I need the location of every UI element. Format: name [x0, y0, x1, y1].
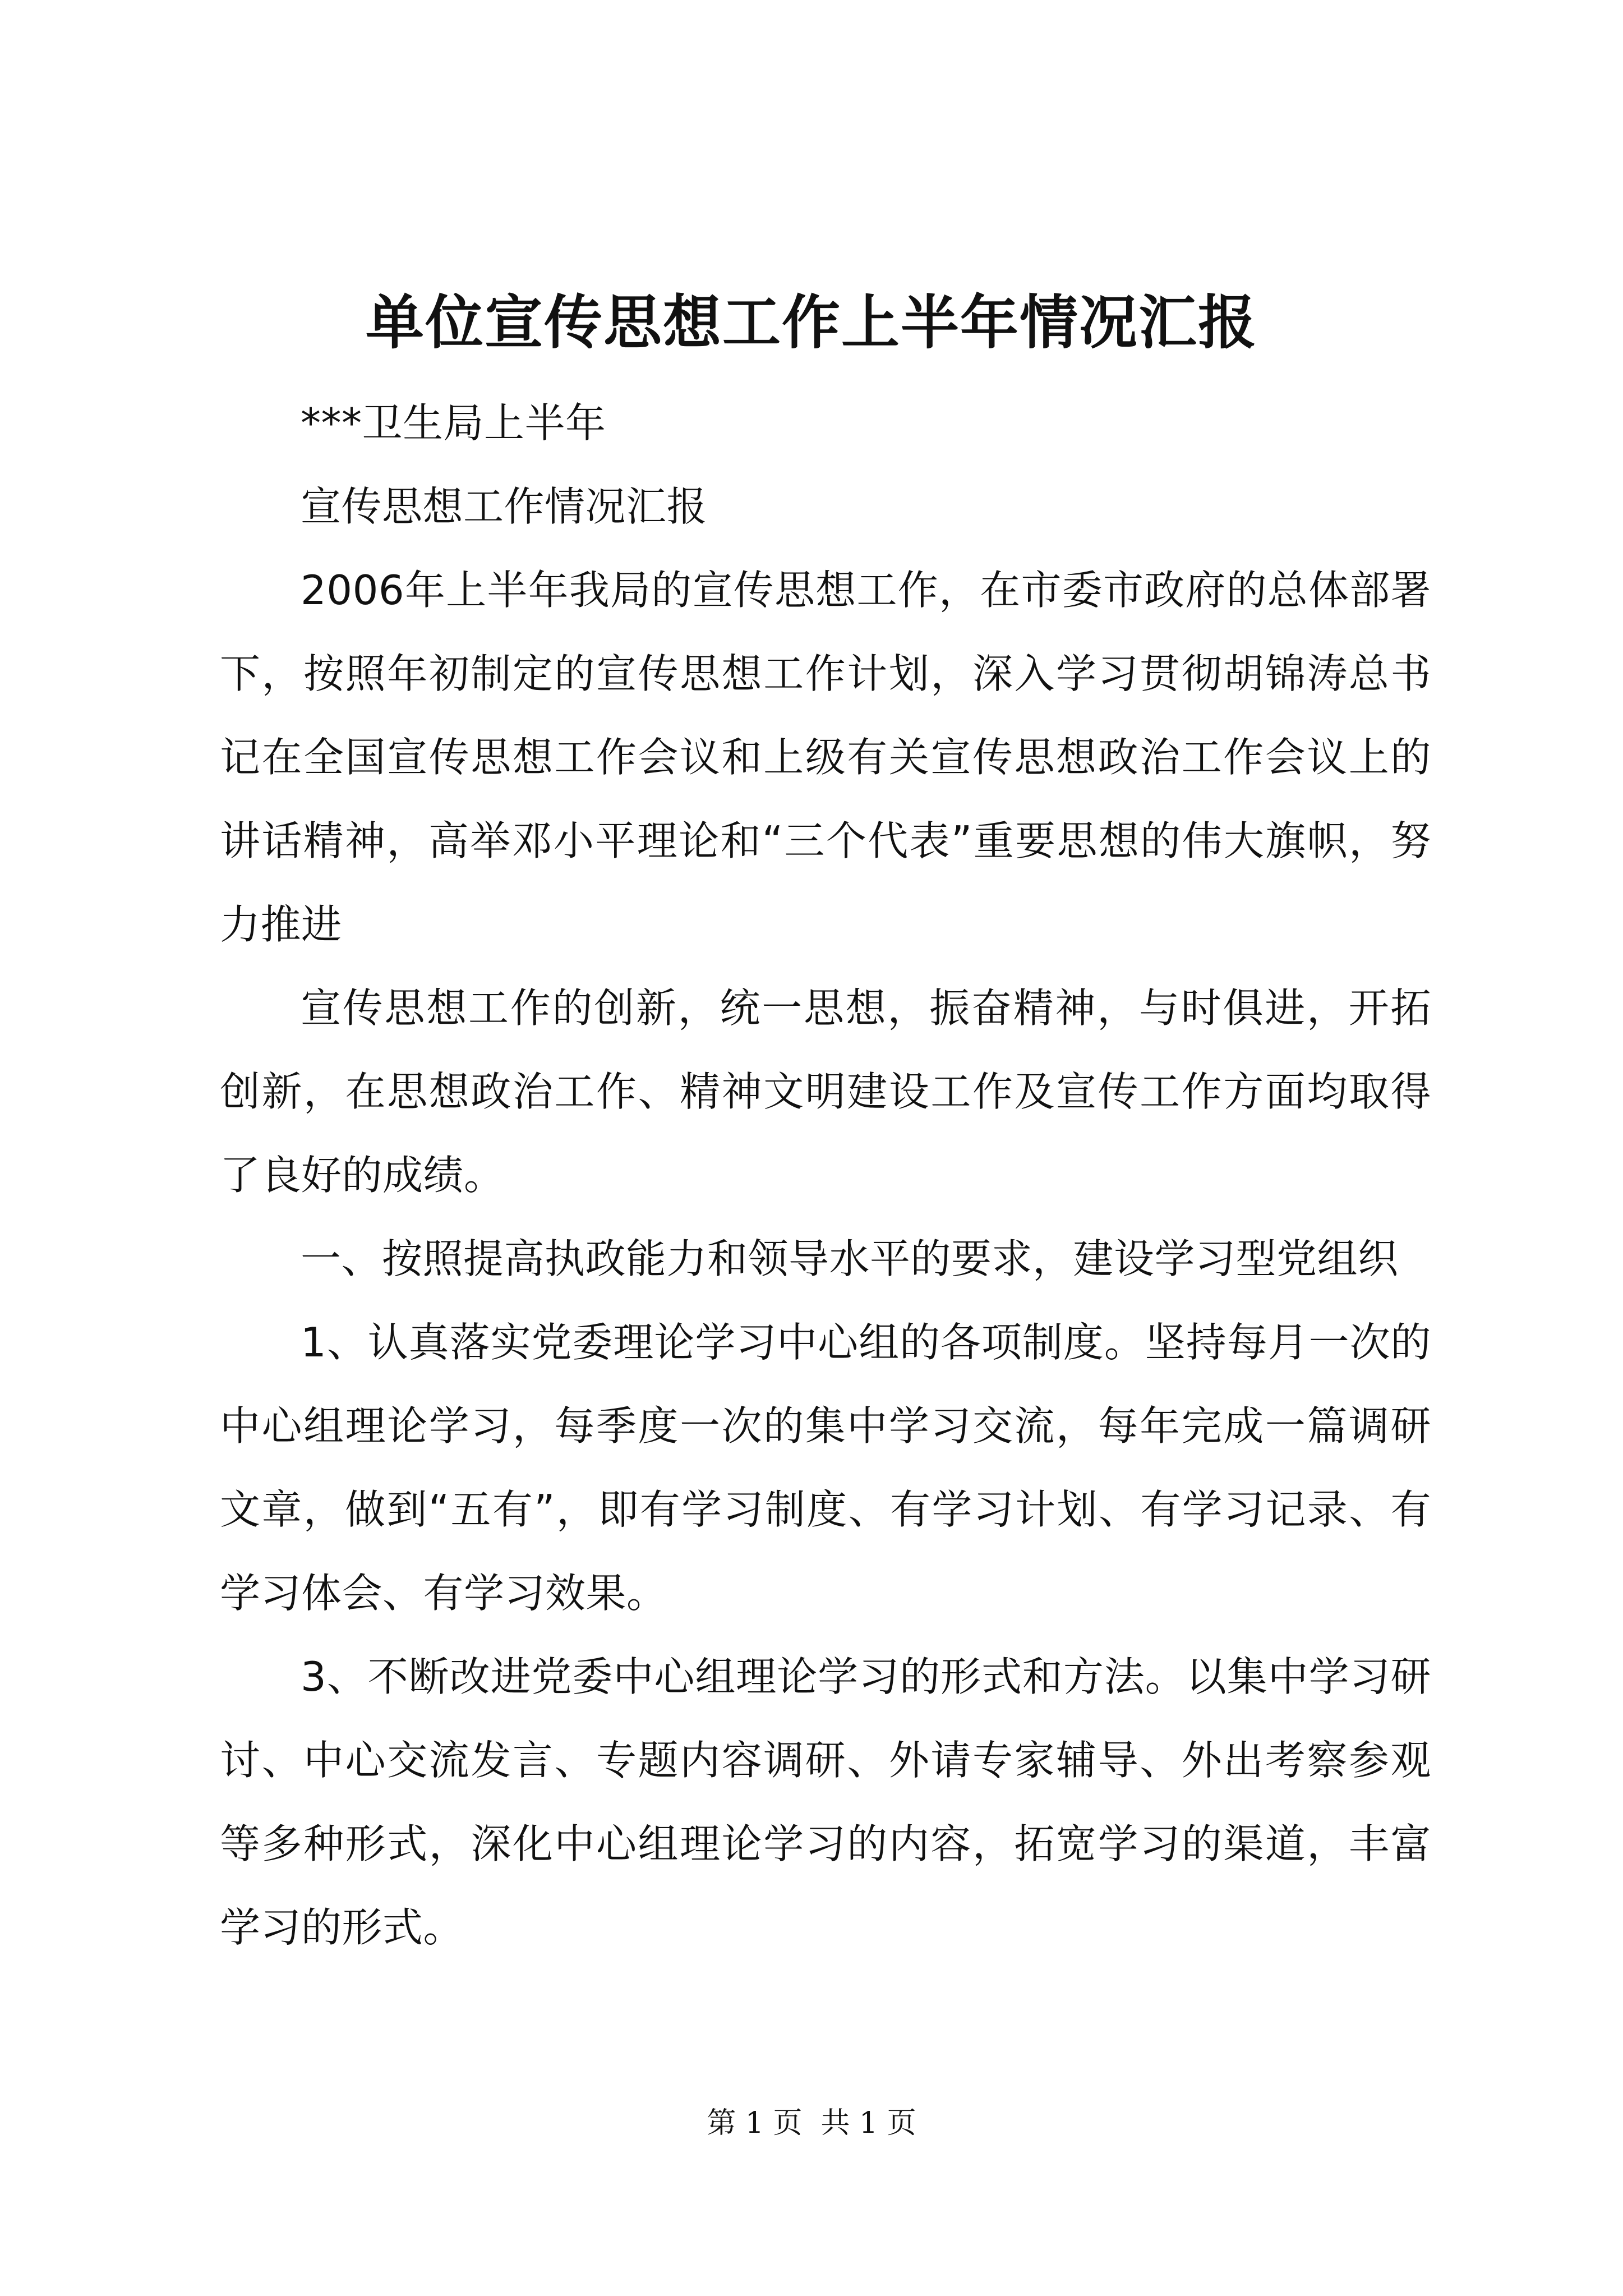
document-title: 单位宣传思想工作上半年情况汇报	[365, 288, 1257, 357]
page-footer	[0, 2101, 1623, 2146]
section-heading-1: 一、按照提高执政能力和领导水平的要求，建设学习型党组织	[301, 1235, 1399, 1282]
page-number-label: 第 1 页 共 1 页	[707, 2106, 916, 2140]
document-body	[220, 381, 1431, 1970]
paragraph-intro: 2006年上半年我局的宣传思想工作，在市委市政府的总体部署下，按照年初制定的宣传思想工作计划，深入学习贯彻胡锦涛总书记在全国宣传思想工作会议和上级有关宣传思想政治工作会议上的讲话精神，高举邓小平理论和“三个代表”重要思想的伟大旗帜，努力推进	[220, 567, 1431, 948]
paragraph-summary: 宣传思想工作的创新，统一思想，振奋精神，与时俱进，开拓创新，在思想政治工作、精神文明建设工作及宣传工作方面均取得了良好的成绩。	[220, 984, 1431, 1199]
paragraph-item-1: 1、认真落实党委理论学习中心组的各项制度。坚持每月一次的中心组理论学习，每季度一次的集中学习交流，每年完成一篇调研文章，做到“五有”，即有学习制度、有学习计划、有学习记录、有学习体会、有学习效果。	[220, 1319, 1431, 1617]
subtitle-line-2: 宣传思想工作情况汇报	[301, 483, 708, 530]
paragraph-item-3: 3、不断改进党委中心组理论学习的形式和方法。以集中学习研讨、中心交流发言、专题内容调研、外请专家辅导、外出考察参观等多种形式，深化中心组理论学习的内容，拓宽学习的渠道，丰富学习的形式。	[220, 1653, 1431, 1951]
subtitle-line-1: ***卫生局上半年	[301, 399, 606, 447]
